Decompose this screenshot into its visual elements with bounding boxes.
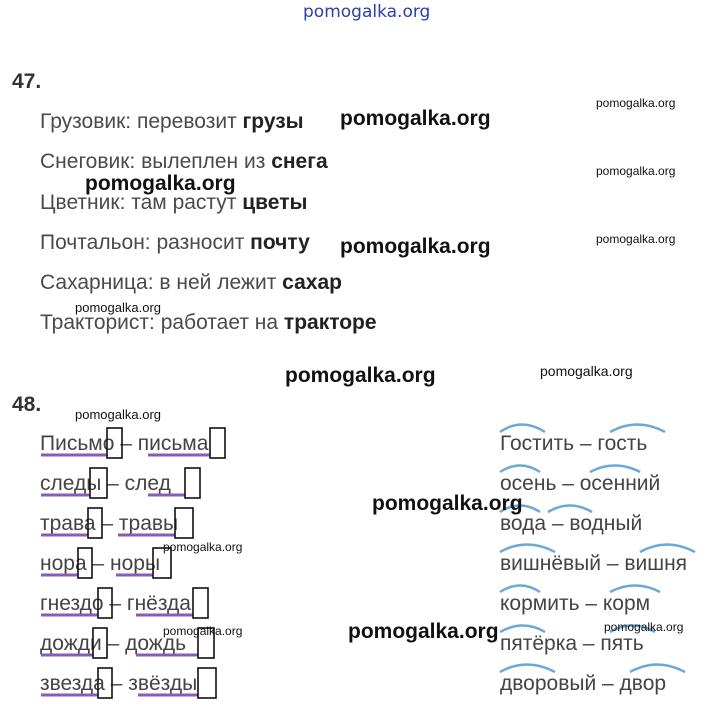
word-pair: вишнёвый – вишня <box>500 552 688 575</box>
word-pair: трава – травы <box>40 512 179 535</box>
word-pair: следы – след <box>40 472 171 495</box>
word-pair: пятёрка – пять <box>500 632 644 655</box>
watermark: pomogalka.org <box>372 492 523 515</box>
watermark: pomogalka.org <box>348 620 499 643</box>
word-pair: Письмо – письма <box>40 432 209 455</box>
word-pair: нора – норы <box>40 552 161 575</box>
watermark-small: pomogalka.org <box>163 624 243 638</box>
watermark-small: pomogalka.org <box>75 407 161 422</box>
ex47-line-6: Тракторист: работает на тракторе <box>40 311 377 334</box>
word-pair: дожди – дождь <box>40 632 187 655</box>
watermark-small: pomogalka.org <box>596 96 676 110</box>
ex47-line-2: Снеговик: вылеплен из снега <box>40 150 328 173</box>
watermark-small: pomogalka.org <box>540 363 633 379</box>
ex47-line-5: Сахарница: в ней лежит сахар <box>40 271 342 294</box>
watermark-top: pomogalka.org <box>303 2 431 22</box>
word-pair: гнездо – гнёзда <box>40 592 191 615</box>
watermark-small: pomogalka.org <box>596 164 676 178</box>
watermark: pomogalka.org <box>340 107 491 130</box>
word-pair: дворовый – двор <box>500 672 667 695</box>
watermark-small: pomogalka.org <box>163 540 243 554</box>
ex47-line-1: Грузовик: перевозит грузы <box>40 110 304 133</box>
word-pair: осень – осенний <box>500 472 661 495</box>
watermark: pomogalka.org <box>85 172 236 195</box>
watermark-small: pomogalka.org <box>75 300 161 315</box>
word-pair: кормить – корм <box>500 592 651 615</box>
watermark-small: pomogalka.org <box>596 232 676 246</box>
exercise-48-number: 48. <box>12 393 42 416</box>
exercise-47-number: 47. <box>12 70 42 93</box>
ex47-line-3: Цветник: там растут цветы <box>40 191 308 214</box>
word-pair: Гостить – гость <box>500 432 648 455</box>
watermark: pomogalka.org <box>285 364 436 387</box>
watermark-small: pomogalka.org <box>604 620 684 634</box>
word-pair: звезда – звёзды <box>40 672 198 695</box>
watermark: pomogalka.org <box>340 235 491 258</box>
word-pair: вода – водный <box>500 512 643 535</box>
ex47-line-4: Почтальон: разносит почту <box>40 231 310 254</box>
